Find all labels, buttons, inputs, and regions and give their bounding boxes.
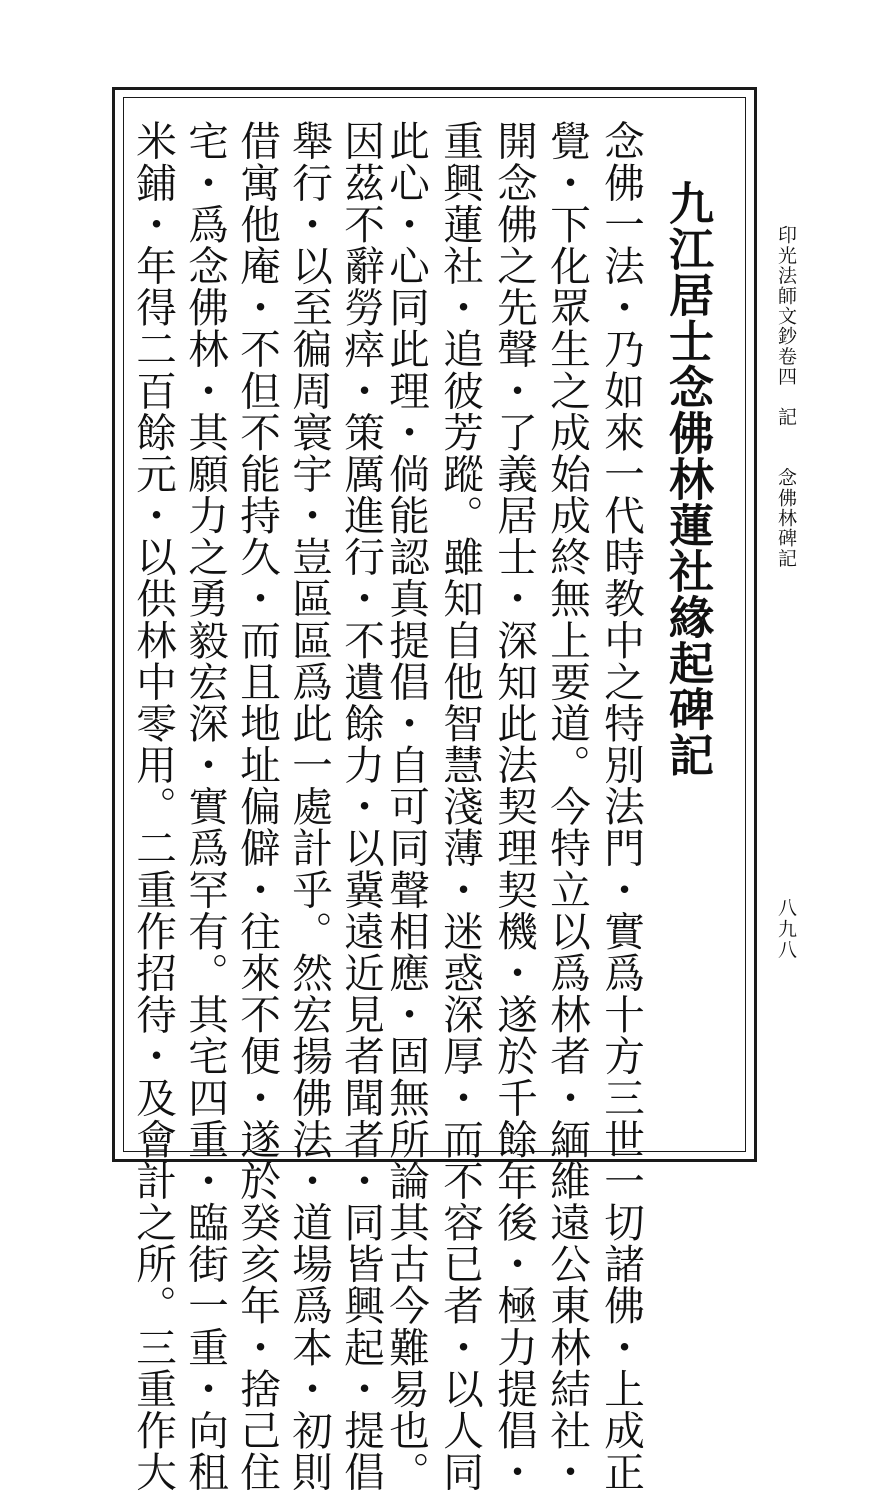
body-column-2: 覺・下化眾生之成始成終無上要道。今特立以爲林者・緬維遠公東林結社・: [543, 120, 591, 1492]
body-column-8: 借寓他庵・不但不能持久・而且地址偏僻・往來不便・遂於癸亥年・捨己住: [233, 120, 281, 1492]
page-title: 九江居士念佛林蓮社緣起碑記: [661, 180, 714, 778]
body-column-3: 開念佛之先聲・了義居士・深知此法契理契機・遂於千餘年後・極力提倡・: [490, 120, 538, 1492]
body-column-1: 念佛一法・乃如來一代時教中之特別法門・實爲十方三世一切諸佛・上成正: [597, 120, 645, 1492]
body-column-6: 因茲不辭勞瘁・策厲進行・不遺餘力・以冀遠近見者聞者・同皆興起・提倡: [337, 120, 385, 1492]
running-header: 印光法師文鈔卷四 記 念佛林碑記: [775, 225, 797, 569]
body-column-5: 此心・心同此理・倘能認真提倡・自可同聲相應・固無所論其古今難易也。: [382, 120, 430, 1492]
page-number: 八九八: [775, 898, 797, 961]
body-column-7: 舉行・以至徧周寰宇・豈區區爲此一處計乎。然宏揚佛法・道場爲本・初則: [285, 120, 333, 1492]
body-column-9: 宅・爲念佛林・其願力之勇毅宏深・實爲罕有。其宅四重・臨街一重・向租: [181, 120, 229, 1492]
body-column-4: 重興蓮社・追彼芳蹤。雖知自他智慧淺薄・迷惑深厚・而不容已者・以人同: [436, 120, 484, 1492]
body-column-10: 米鋪・年得二百餘元・以供林中零用。二重作招待・及會計之所。三重作大: [129, 120, 177, 1492]
